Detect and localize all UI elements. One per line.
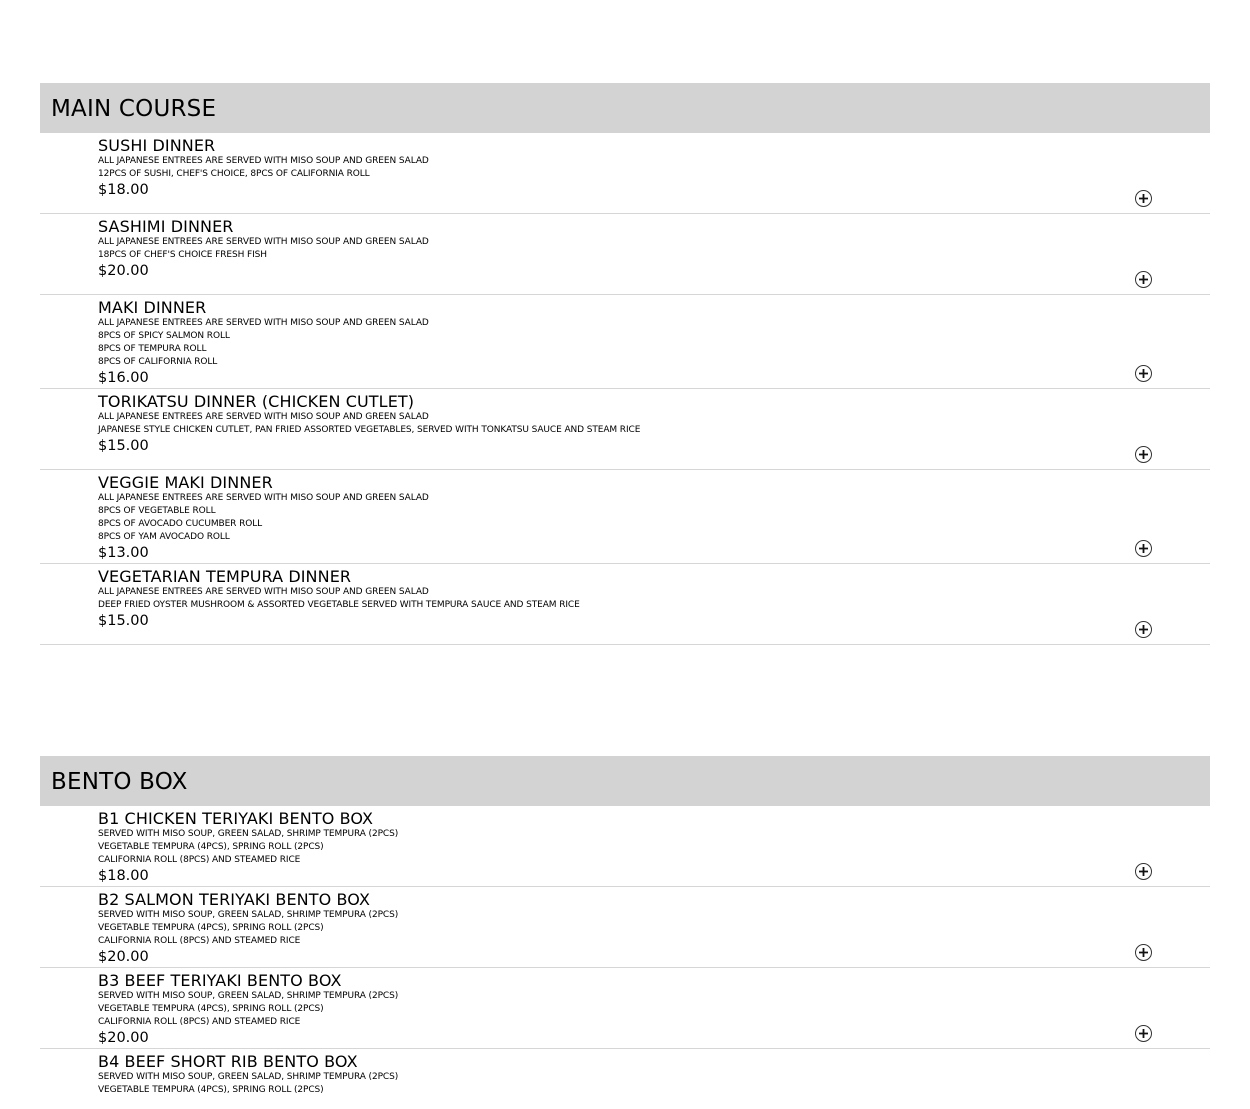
plus-circle-icon <box>1138 1028 1149 1039</box>
item-price: $15.00 <box>98 438 149 454</box>
menu-item[interactable] <box>40 470 1210 564</box>
menu-item[interactable] <box>40 214 1210 295</box>
item-description: SERVED WITH MISO SOUP, GREEN SALAD, SHRIMP TEMPURA (2PCS) <box>98 829 399 839</box>
item-name: B4 BEEF SHORT RIB BENTO BOX <box>98 1052 358 1071</box>
item-description: SERVED WITH MISO SOUP, GREEN SALAD, SHRIMP TEMPURA (2PCS) <box>98 991 399 1001</box>
menu-item[interactable] <box>40 806 1210 887</box>
section-title: MAIN COURSE <box>51 96 217 122</box>
section-main-course <box>40 83 1210 645</box>
menu-item[interactable] <box>40 389 1210 470</box>
item-description: JAPANESE STYLE CHICKEN CUTLET, PAN FRIED ASSORTED VEGETABLES, SERVED WITH TONKATSU SAUCE AND STEAM RICE <box>98 425 641 435</box>
item-name: SASHIMI DINNER <box>98 217 234 236</box>
item-name: B2 SALMON TERIYAKI BENTO BOX <box>98 890 371 909</box>
plus-circle-icon <box>1138 624 1149 635</box>
item-price: $18.00 <box>98 868 149 884</box>
item-description: 8PCS OF TEMPURA ROLL <box>98 344 207 354</box>
item-price: $13.00 <box>98 545 149 561</box>
item-name: B3 BEEF TERIYAKI BENTO BOX <box>98 971 342 990</box>
item-description: 8PCS OF SPICY SALMON ROLL <box>98 331 230 341</box>
add-to-order-button[interactable] <box>1135 944 1152 961</box>
item-name: VEGETARIAN TEMPURA DINNER <box>98 567 352 586</box>
item-description: DEEP FRIED OYSTER MUSHROOM & ASSORTED VEGETABLE SERVED WITH TEMPURA SAUCE AND STEAM RICE <box>98 600 580 610</box>
menu-item[interactable] <box>40 133 1210 214</box>
add-to-order-button[interactable] <box>1135 1025 1152 1042</box>
item-description: ALL JAPANESE ENTREES ARE SERVED WITH MISO SOUP AND GREEN SALAD <box>98 156 429 166</box>
item-description: 8PCS OF VEGETABLE ROLL <box>98 506 216 516</box>
item-description: 12PCS OF SUSHI, CHEF'S CHOICE, 8PCS OF CALIFORNIA ROLL <box>98 169 370 179</box>
menu-item[interactable] <box>40 295 1210 389</box>
item-description: SERVED WITH MISO SOUP, GREEN SALAD, SHRIMP TEMPURA (2PCS) <box>98 910 399 920</box>
item-description: SERVED WITH MISO SOUP, GREEN SALAD, SHRIMP TEMPURA (2PCS) <box>98 1072 399 1082</box>
add-to-order-button[interactable] <box>1135 190 1152 207</box>
menu-item[interactable] <box>40 887 1210 968</box>
section-title: BENTO BOX <box>51 769 188 795</box>
item-description: CALIFORNIA ROLL (8PCS) AND STEAMED RICE <box>98 855 301 865</box>
item-price: $20.00 <box>98 263 149 279</box>
add-to-order-button[interactable] <box>1135 271 1152 288</box>
plus-circle-icon <box>1138 947 1149 958</box>
item-name: MAKI DINNER <box>98 298 207 317</box>
item-name: VEGGIE MAKI DINNER <box>98 473 273 492</box>
menu-item[interactable] <box>40 564 1210 645</box>
item-name: TORIKATSU DINNER (CHICKEN CUTLET) <box>98 392 415 411</box>
item-description: ALL JAPANESE ENTREES ARE SERVED WITH MISO SOUP AND GREEN SALAD <box>98 318 429 328</box>
add-to-order-button[interactable] <box>1135 863 1152 880</box>
item-description: ALL JAPANESE ENTREES ARE SERVED WITH MISO SOUP AND GREEN SALAD <box>98 493 429 503</box>
section-header <box>40 756 1210 806</box>
plus-circle-icon <box>1138 368 1149 379</box>
item-description: VEGETABLE TEMPURA (4PCS), SPRING ROLL (2PCS) <box>98 1004 324 1014</box>
section-bento-box <box>40 756 1210 1109</box>
item-description: VEGETABLE TEMPURA (4PCS), SPRING ROLL (2PCS) <box>98 923 324 933</box>
item-price: $15.00 <box>98 613 149 629</box>
item-name: B1 CHICKEN TERIYAKI BENTO BOX <box>98 809 374 828</box>
item-price: $16.00 <box>98 370 149 386</box>
add-to-order-button[interactable] <box>1135 446 1152 463</box>
item-description: ALL JAPANESE ENTREES ARE SERVED WITH MISO SOUP AND GREEN SALAD <box>98 237 429 247</box>
add-to-order-button[interactable] <box>1135 621 1152 638</box>
item-description: ALL JAPANESE ENTREES ARE SERVED WITH MISO SOUP AND GREEN SALAD <box>98 587 429 597</box>
plus-circle-icon <box>1138 193 1149 204</box>
section-header <box>40 83 1210 133</box>
add-to-order-button[interactable] <box>1135 540 1152 557</box>
item-price: $20.00 <box>98 1030 149 1046</box>
plus-circle-icon <box>1138 274 1149 285</box>
plus-circle-icon <box>1138 866 1149 877</box>
menu-item[interactable] <box>40 1049 1210 1109</box>
item-description: 8PCS OF CALIFORNIA ROLL <box>98 357 218 367</box>
item-description: 8PCS OF YAM AVOCADO ROLL <box>98 532 230 542</box>
item-name: SUSHI DINNER <box>98 136 216 155</box>
item-price: $18.00 <box>98 182 149 198</box>
add-to-order-button[interactable] <box>1135 365 1152 382</box>
menu-item[interactable] <box>40 968 1210 1049</box>
plus-circle-icon <box>1138 449 1149 460</box>
item-description: ALL JAPANESE ENTREES ARE SERVED WITH MISO SOUP AND GREEN SALAD <box>98 412 429 422</box>
item-description: CALIFORNIA ROLL (8PCS) AND STEAMED RICE <box>98 1017 301 1027</box>
item-description: VEGETABLE TEMPURA (4PCS), SPRING ROLL (2PCS) <box>98 842 324 852</box>
item-description: 18PCS OF CHEF'S CHOICE FRESH FISH <box>98 250 267 260</box>
item-price: $20.00 <box>98 949 149 965</box>
item-description: CALIFORNIA ROLL (8PCS) AND STEAMED RICE <box>98 936 301 946</box>
item-description: 8PCS OF AVOCADO CUCUMBER ROLL <box>98 519 263 529</box>
plus-circle-icon <box>1138 543 1149 554</box>
item-description: VEGETABLE TEMPURA (4PCS), SPRING ROLL (2PCS) <box>98 1085 324 1095</box>
